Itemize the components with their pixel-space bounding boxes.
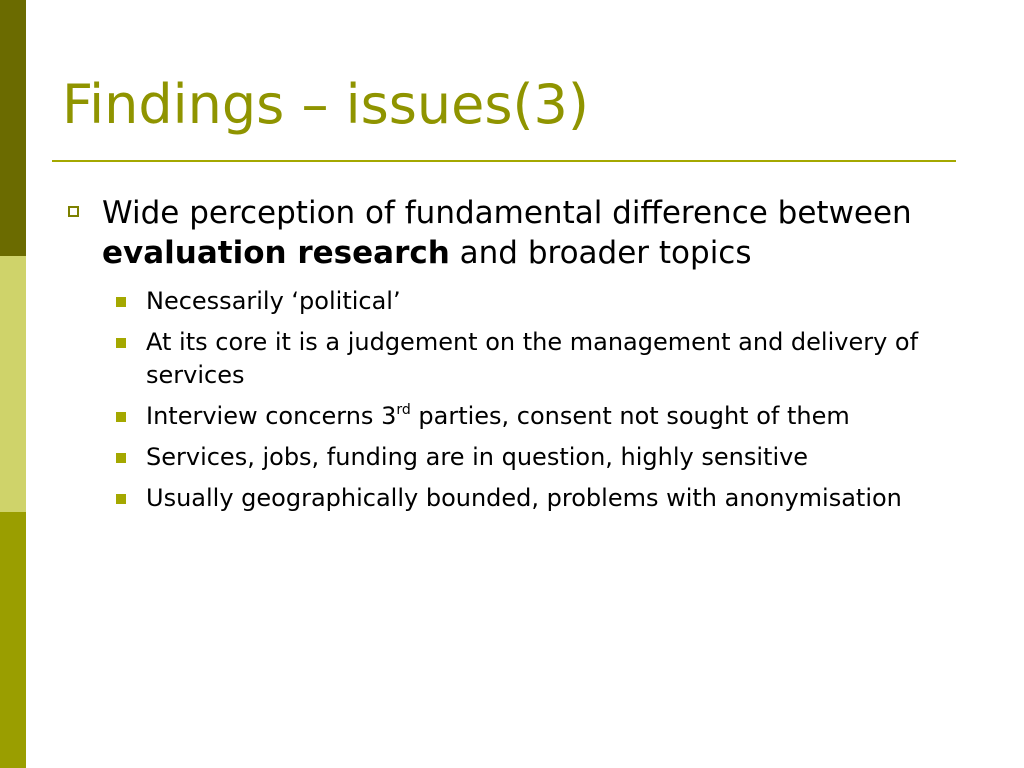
square-bullet-icon <box>116 297 126 307</box>
sub-bullet-item <box>66 400 946 433</box>
sub-bullet-text: Usually geographically bounded, problems with anonymisation <box>146 484 902 512</box>
sub-bullet-text-after: parties, consent not sought of them <box>410 402 850 430</box>
slide-content <box>66 193 946 523</box>
sub-bullet-text: Services, jobs, funding are in question, highly sensitive <box>146 443 809 471</box>
hollow-square-bullet-icon <box>68 206 79 217</box>
sub-bullet-item <box>66 326 946 392</box>
sub-bullet-list <box>66 285 946 515</box>
square-bullet-icon <box>116 494 126 504</box>
slide-title: Findings – issues(3) <box>62 73 589 136</box>
sidebar-accent-light <box>0 256 26 512</box>
sidebar-accent-dark <box>0 0 26 256</box>
bullet-item <box>66 193 946 273</box>
sidebar-accent-mid <box>0 512 26 768</box>
bullet-text-bold: evaluation research <box>102 235 450 271</box>
bullet-text-after: and broader topics <box>449 235 752 271</box>
sub-bullet-superscript: rd <box>396 402 411 418</box>
sub-bullet-item <box>66 441 946 474</box>
square-bullet-icon <box>116 453 126 463</box>
square-bullet-icon <box>116 338 126 348</box>
sub-bullet-text: Necessarily ‘political’ <box>146 287 401 315</box>
title-divider <box>52 160 956 162</box>
sub-bullet-item <box>66 482 946 515</box>
square-bullet-icon <box>116 412 126 422</box>
sub-bullet-text: At its core it is a judgement on the management and delivery of services <box>146 328 919 389</box>
sub-bullet-item <box>66 285 946 318</box>
sub-bullet-text-before: Interview concerns 3 <box>146 402 397 430</box>
bullet-text-before: Wide perception of fundamental difference between <box>102 195 912 231</box>
